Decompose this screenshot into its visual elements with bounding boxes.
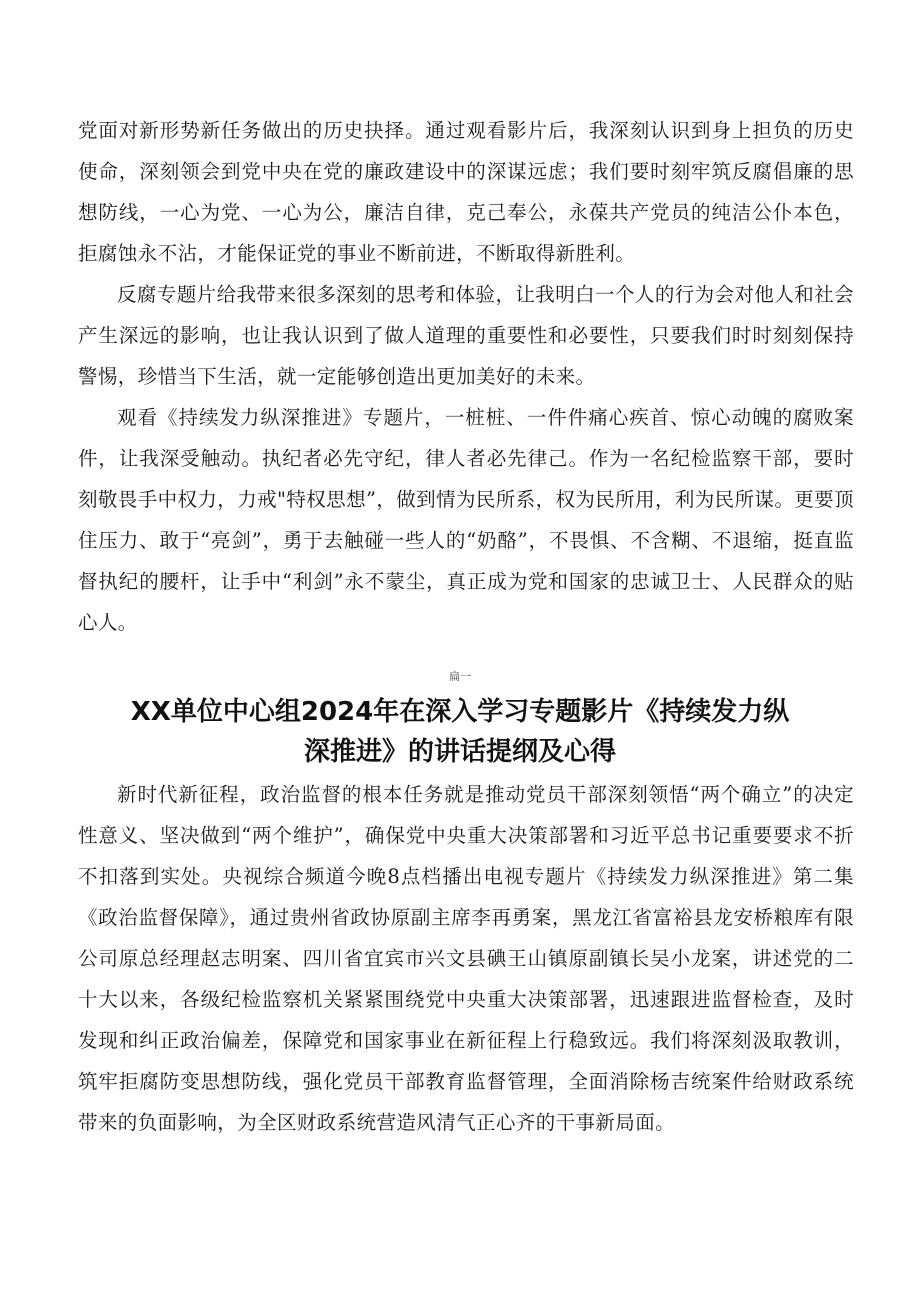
section-two xyxy=(78,774,854,1143)
paragraph-reflection: 反腐专题片给我带来很多深刻的思考和体验，让我明白一个人的行为会对他人和社会产生深远的影响，也让我认识到了做人道理的重要性和必要性，只要我们时时刻刻保持警惕，珍惜当下生活，就一定能够创造出更加美好的未来。 xyxy=(78,283,854,388)
section-one xyxy=(78,110,854,643)
paragraph-viewing: 观看《持续发力纵深推进》专题片，一桩桩、一件件痛心疾首、惊心动魄的腐败案件，让我深受触动。执纪者必先守纪，律人者必先律己。作为一名纪检监察干部，要时刻敬畏手中权力，力戒"特权思想”，做到情为民所系，权为民所用，利为民所谋。更要顶住压力、敢于“亮剑”，勇于去触碰一些人的“奶酪”，不畏惧、不含糊、不退缩，挺直监督执纪的腰杆，让手中“利剑”永不蒙尘，真正成为党和国家的忠诚卫士、人民群众的贴心人。 xyxy=(78,406,854,634)
title-line-2: 深推进》的讲话提纲及心得 xyxy=(303,737,616,767)
title-line-1: XX单位中心组2024年在深入学习专题影片《持续发力纵 xyxy=(130,697,790,727)
section-separator: 扁一 xyxy=(449,670,471,683)
paragraph-continuation: 党面对新形势新任务做出的历史抉择。通过观看影片后，我深刻认识到身上担负的历史使命，深刻领会到党中央在党的廉政建设中的深谋远虑；我们要时刻牢筑反腐倡廉的思想防线，一心为党、一心为公，廉洁自律，克己奉公，永葆共产党员的纯洁公仆本色，拒腐蚀永不沾，才能保证党的事业不断前进，不断取得新胜利。 xyxy=(78,119,854,265)
document-title xyxy=(100,692,820,772)
paragraph-political-supervision: 新时代新征程，政治监督的根本任务就是推动党员干部深刻领悟“两个确立”的决定性意义、坚决做到“两个维护”，确保党中央重大决策部署和习近平总书记重要要求不折不扣落到实处。央视综合频道今晚8点档播出电视专题片《持续发力纵深推进》第二集《政治监督保障》，通过贵州省政协原副主席李再勇案，黑龙江省富裕县龙安桥粮库有限公司原总经理赵志明案、四川省宜宾市兴文县碘王山镇原副镇长吴小龙案，讲述党的二十大以来，各级纪检监察机关紧紧围绕党中央重大决策部署，迅速跟进监督检查，及时发现和纠正政治偏差，保障党和国家事业在新征程上行稳致远。我们将深刻汲取教训，筑牢拒腐防变思想防线，强化党员干部教育监督管理，全面消除杨吉统案件给财政系统带来的负面影响，为全区财政系统营造风清气正心齐的干事新局面。 xyxy=(78,783,854,1134)
